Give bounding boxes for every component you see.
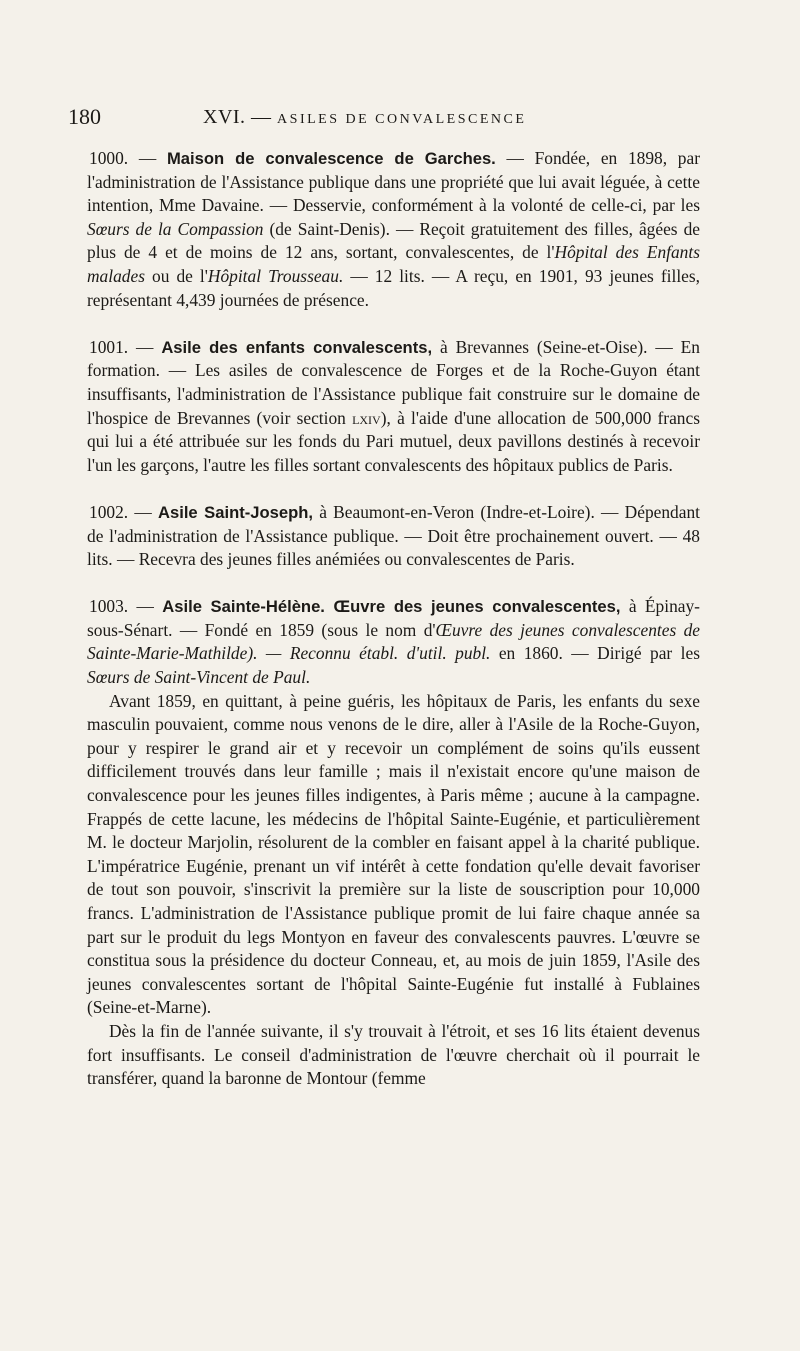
entry-1002 xyxy=(87,501,700,572)
entry-body-italic: Sœurs de Saint-Vincent de Paul. xyxy=(87,667,311,688)
entry-number: 1000. — xyxy=(89,148,157,168)
entry-body: — Fondée, en 1898, par l'administration de l'Assistance publique dans une propriété que lui avait léguée, à cette intention, Mme Davaine. — Desservie, conformément à la volonté de celle-ci, par les xyxy=(87,148,700,216)
header-dash: — xyxy=(251,106,272,128)
entry-1001 xyxy=(87,336,700,478)
entry-title: Asile Saint-Joseph, xyxy=(158,502,313,522)
entry-body: (de Saint-Denis). — Reçoit gratuitement des filles, âgées de plus de 4 et de moins de 12 ans, sortant, convalescentes, de l' xyxy=(87,218,700,263)
entry-1000 xyxy=(87,147,700,312)
entry-title: Maison de convalescence de Garches. xyxy=(166,149,496,168)
entry-number: 1002. — xyxy=(89,501,152,522)
entry-title: Asile Sainte-Hélène. Œuvre des jeunes convalescentes, xyxy=(162,597,621,617)
running-head xyxy=(203,106,526,129)
body-paragraph: Dès la fin de l'année suivante, il s'y trouvait à l'étroit, et ses 16 lits étaient devenus fort insuffisants. Le conseil d'administration de l'œuvre cherchait où il pourrait le transférer, quand la baronne de Montour (femme xyxy=(87,1020,700,1089)
entry-1003 xyxy=(87,595,700,1090)
entry-body-italic: Hôpital Trousseau. xyxy=(207,265,344,286)
entry-body: à Brevannes (Seine-et-Oise). — En formation. — Les asiles de convalescence de Forges et de la Roche-Guyon étant insuffisants, l'administration de l'Assistance publique fait construire sur le domaine de l'hospice de Brevannes (voir section xyxy=(87,336,700,428)
entry-title: Asile des enfants convalescents, xyxy=(161,337,433,357)
entry-heading-paragraph xyxy=(87,595,700,689)
entry-body: ), à l'aide d'une allocation de 500,000 francs qui lui a été attribuée sur les fonds du Pari mutuel, deux pavillons destinés à recevoir l'un les garçons, l'autre les filles sortant convalescents des hôpitaux publics de Paris. xyxy=(87,407,700,475)
entry-body: en 1860. — Dirigé par les xyxy=(490,643,700,664)
entry-body: ou de l' xyxy=(144,265,208,286)
body-text xyxy=(87,147,700,1091)
entry-body: — 12 lits. — A reçu, en 1901, 93 jeunes filles, représentant 4,439 journées de présence. xyxy=(87,265,700,310)
entry-body-smallcaps: lxiv xyxy=(352,407,381,428)
entry-body: à Beaumont-en-Veron (Indre-et-Loire). — Dépendant de l'administration de l'Assistance publique. — Doit être prochainement ouvert. — 48 lits. — Recevra des jeunes filles anémiées ou convalescentes de Paris. xyxy=(87,501,700,570)
entry-number: 1001. — xyxy=(89,336,154,357)
entry-body-italic: Œuvre des jeunes convalescentes de Sainte-Marie-Mathilde). — Reconnu établ. d'util. publ. xyxy=(87,619,700,664)
entry-body: à Épinay-sous-Sénart. — Fondé en 1859 (sous le nom d' xyxy=(87,596,700,640)
entry-body-italic: Hôpital des Enfants malades xyxy=(87,242,700,286)
section-title: ASILES DE CONVALESCENCE xyxy=(277,112,527,127)
chapter-number: XVI. xyxy=(203,106,246,128)
entry-number: 1003. — xyxy=(89,596,154,617)
page-number: 180 xyxy=(68,104,101,129)
body-paragraph: Avant 1859, en quittant, à peine guéris, les hôpitaux de Paris, les enfants du sexe masculin pouvaient, comme nous venons de le dire, aller à l'Asile de la Roche-Guyon, pour y respirer le grand air et y recevoir un complément de soins qu'ils eussent difficilement trouvés dans leur famille ; mais il n'existait encore qu'une maison de convalescence pour les jeunes filles indigentes, à Paris même ; aucune à la campagne. Frappés de cette lacune, les médecins de l'hôpital Sainte-Eugénie, et particulièrement M. le docteur Marjolin, résolurent de la combler en faisant appel à la charité publique. L'impératrice Eugénie, prenant un vif intérêt à cette fondation qu'elle devait favoriser de tout son pouvoir, s'inscrivit la première sur la liste de souscription pour 10,000 francs. L'administration de l'Assistance publique promit de lui faire chaque année sa part sur le produit du legs Montyon en faveur des convalescents pauvres. L'œuvre se constitua sous la présidence du docteur Conneau, et, au mois de juin 1859, l'Asile des jeunes convalescentes sortant de l'hôpital Sainte-Eugénie fut installé à Fublaines (Seine-et-Marne). xyxy=(87,690,700,1018)
page-header xyxy=(68,104,718,134)
entry-body-italic: Sœurs de la Compassion xyxy=(87,218,264,239)
